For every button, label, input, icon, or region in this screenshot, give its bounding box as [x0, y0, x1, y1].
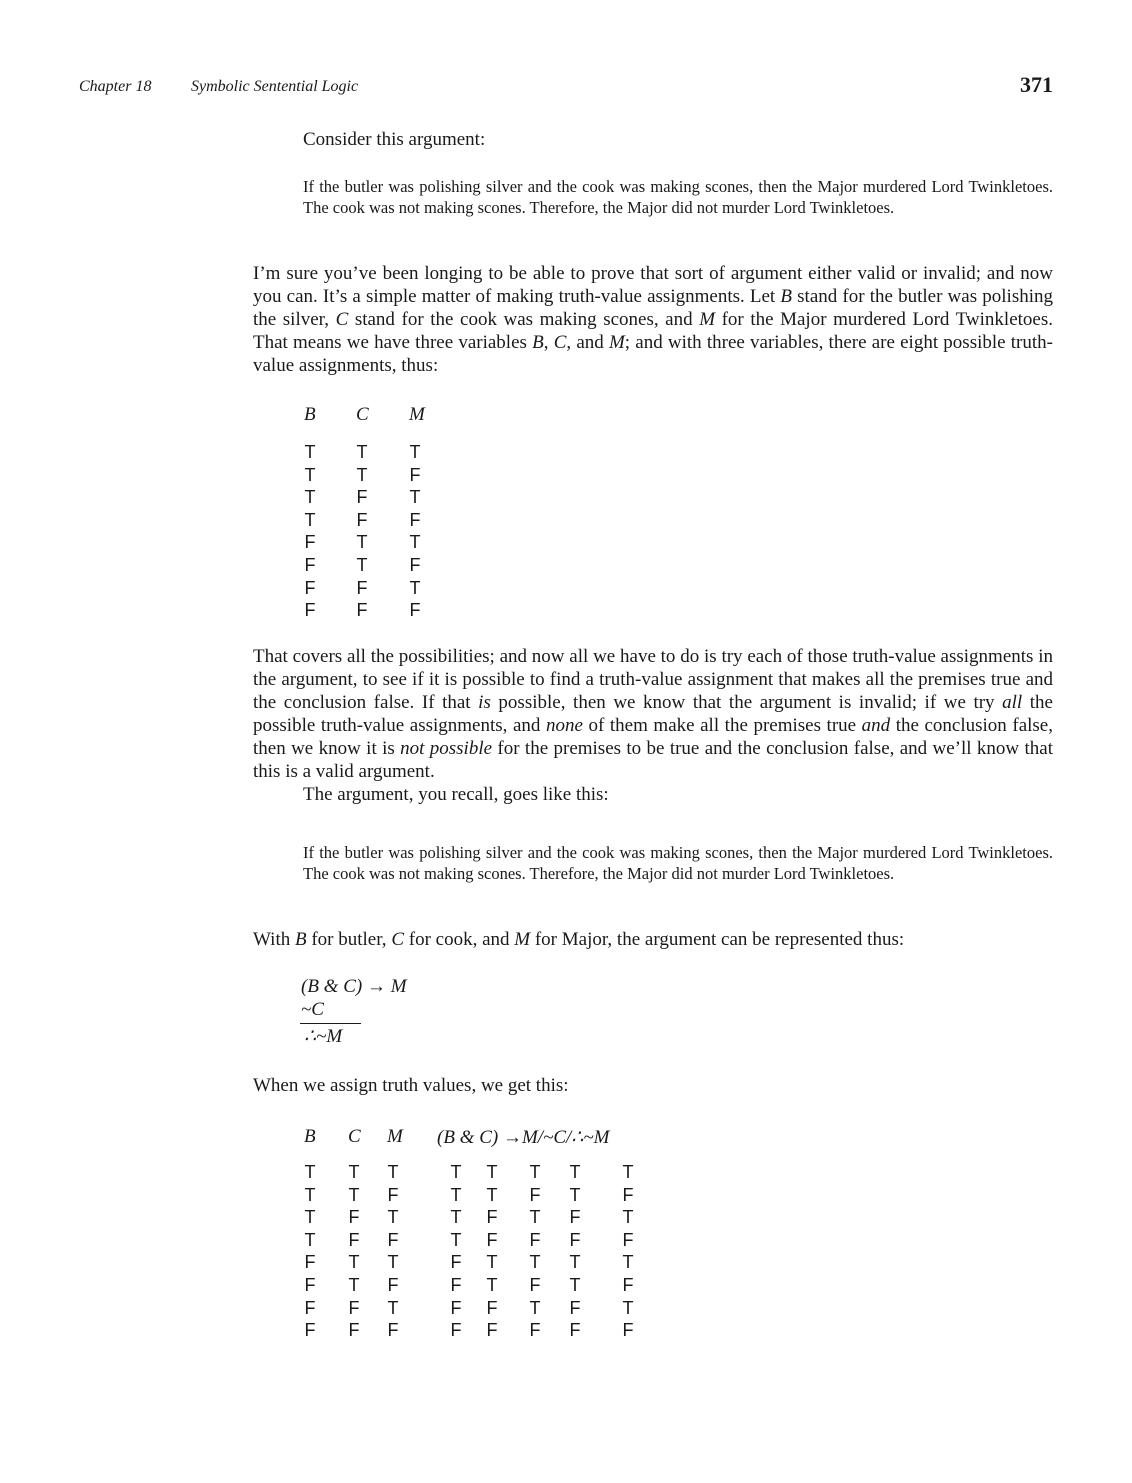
- paragraph-variables: [253, 262, 1053, 377]
- truth-value: F: [622, 1275, 634, 1295]
- truth-value: F: [529, 1320, 541, 1341]
- truth-value: T: [622, 1297, 634, 1318]
- truth-value: T: [409, 577, 421, 598]
- truth-value: F: [304, 1275, 316, 1295]
- text: for cook, and: [404, 929, 515, 950]
- variable: M: [699, 309, 716, 330]
- variable: B: [532, 332, 544, 353]
- truth-value: T: [387, 1207, 399, 1228]
- truth-value: T: [450, 1184, 462, 1205]
- truth-value: F: [387, 1184, 399, 1205]
- text: stand for the butler was polishing the silver,: [253, 286, 1053, 330]
- truth-value: T: [450, 1207, 462, 1228]
- truth-value: F: [450, 1297, 462, 1318]
- chapter-label: Chapter 18: [79, 78, 152, 95]
- truth-value: F: [622, 1320, 634, 1341]
- truth-value: F: [486, 1320, 498, 1341]
- table-header: C: [356, 404, 369, 425]
- truth-value: T: [409, 532, 421, 553]
- truth-value: F: [304, 1297, 316, 1318]
- table-header: B: [304, 404, 316, 425]
- truth-value: T: [486, 1275, 498, 1295]
- truth-value: F: [486, 1297, 498, 1318]
- truth-value: F: [529, 1275, 541, 1295]
- truth-value: T: [409, 487, 421, 508]
- truth-value: T: [486, 1184, 498, 1205]
- truth-value: T: [569, 1275, 581, 1295]
- variable: C: [553, 332, 567, 353]
- truth-value: T: [304, 1229, 316, 1250]
- paragraph-recall: The argument, you recall, goes like this:: [303, 784, 609, 805]
- truth-value: F: [450, 1275, 462, 1295]
- emphasis: none: [545, 715, 583, 736]
- text: , and: [566, 332, 609, 353]
- truth-table-argument: [300, 1126, 660, 1348]
- emphasis: not possible: [400, 738, 493, 759]
- text: the possible truth-value assignments, and: [253, 692, 1053, 736]
- truth-value: F: [529, 1229, 541, 1250]
- text: for the premises to be true and the conclusion false, and we’ll know that this is a valid argument.: [253, 738, 1053, 782]
- emphasis: all: [1002, 692, 1023, 713]
- truth-value: T: [569, 1162, 581, 1182]
- text: the conclusion false, then we know it is: [253, 715, 1053, 759]
- truth-value: T: [450, 1229, 462, 1250]
- truth-value: T: [486, 1252, 498, 1273]
- truth-value: T: [304, 1184, 316, 1205]
- text: With: [253, 929, 295, 950]
- truth-value: F: [409, 509, 421, 530]
- paragraph-method: [253, 645, 1053, 783]
- truth-value: F: [304, 1252, 316, 1273]
- truth-value: T: [529, 1162, 541, 1182]
- formula-conclusion: ∴~M: [304, 1026, 343, 1047]
- truth-value: T: [304, 442, 316, 462]
- paragraph-representation: [253, 928, 1053, 951]
- truth-value: F: [569, 1297, 581, 1318]
- section-title: Symbolic Sentential Logic: [191, 78, 359, 95]
- variable: M: [514, 929, 531, 950]
- truth-value: T: [348, 1162, 360, 1182]
- truth-value: T: [529, 1297, 541, 1318]
- truth-value: F: [387, 1275, 399, 1295]
- variable: C: [391, 929, 404, 950]
- truth-value: F: [486, 1207, 498, 1228]
- truth-value: T: [304, 1207, 316, 1228]
- table-header: M: [387, 1126, 403, 1147]
- truth-value: F: [569, 1320, 581, 1341]
- truth-value: T: [486, 1162, 498, 1182]
- truth-value: T: [304, 487, 316, 508]
- truth-value: F: [356, 600, 368, 621]
- truth-value: T: [409, 442, 421, 462]
- truth-value: F: [356, 577, 368, 598]
- formula-header: (B & C) →M/~C/∴~M: [437, 1127, 610, 1148]
- text: That covers all the possibilities; and now all we have to do is try each of those truth-value assignments in the argument, to see if it is possible to find a truth-value assignment that makes all the premises true and the conclusion false. If that: [253, 646, 1053, 713]
- emphasis: and: [861, 715, 891, 736]
- formula-premise-1: (B & C) → M: [301, 976, 407, 997]
- text: for the Major murdered Lord Twinkletoes. That means we have three variables: [253, 309, 1053, 353]
- truth-value: T: [356, 464, 368, 485]
- text: I’m sure you’ve been longing to be able to prove that sort of argument either valid or invalid; and now you can. It’s a simple matter of making truth-value assignments. Let: [253, 263, 1053, 307]
- table-header: C: [348, 1126, 361, 1147]
- variable: B: [294, 929, 307, 950]
- text: ; and with three variables, there are eight possible truth-value assignments, thus:: [253, 332, 1053, 376]
- truth-value: T: [356, 532, 368, 553]
- truth-value: T: [348, 1275, 360, 1295]
- truth-value: F: [450, 1252, 462, 1273]
- truth-value: F: [356, 487, 368, 508]
- argument-quote-repeat: If the butler was polishing silver and the cook was making scones, then the Major murdered Lord Twinkletoes. The cook was not making scones. Therefore, the Major did not murder Lord Twinkletoes.: [303, 843, 1053, 883]
- truth-value: T: [387, 1297, 399, 1318]
- text: stand for the cook was making scones, and: [348, 309, 700, 330]
- text: of them make all the premises true: [582, 715, 862, 736]
- truth-value: F: [348, 1320, 360, 1341]
- truth-value: F: [622, 1184, 634, 1205]
- truth-value: F: [569, 1229, 581, 1250]
- truth-value: F: [304, 555, 316, 575]
- text: for Major, the argument can be represented thus:: [530, 929, 905, 950]
- running-header: [79, 72, 1053, 100]
- truth-value: F: [356, 509, 368, 530]
- text: possible, then we know that the argument is invalid; if we try: [490, 692, 1003, 713]
- intro-line: Consider this argument:: [303, 129, 486, 150]
- truth-value: T: [387, 1162, 399, 1182]
- truth-value: T: [304, 1162, 316, 1182]
- conclusion-rule: [300, 1023, 361, 1024]
- truth-value: F: [304, 1320, 316, 1341]
- truth-value: F: [409, 555, 421, 575]
- truth-value: T: [569, 1252, 581, 1273]
- truth-table-variables: [300, 404, 460, 626]
- truth-value: F: [486, 1229, 498, 1250]
- emphasis: is: [478, 692, 491, 713]
- truth-value: T: [304, 509, 316, 530]
- truth-value: F: [622, 1229, 634, 1250]
- truth-value: F: [387, 1320, 399, 1341]
- truth-value: F: [569, 1207, 581, 1228]
- formula-premise-2: ~C: [301, 999, 324, 1020]
- truth-value: T: [569, 1184, 581, 1205]
- truth-value: F: [409, 464, 421, 485]
- truth-value: T: [348, 1252, 360, 1273]
- truth-value: F: [304, 600, 316, 621]
- truth-value: T: [450, 1162, 462, 1182]
- variable: C: [335, 309, 349, 330]
- truth-value: F: [387, 1229, 399, 1250]
- truth-value: F: [304, 577, 316, 598]
- truth-value: F: [529, 1184, 541, 1205]
- truth-value: T: [304, 464, 316, 485]
- truth-value: F: [348, 1207, 360, 1228]
- text: ,: [543, 332, 554, 353]
- truth-value: F: [450, 1320, 462, 1341]
- truth-value: T: [387, 1252, 399, 1273]
- truth-value: F: [304, 532, 316, 553]
- variable: B: [780, 286, 792, 307]
- truth-value: F: [348, 1297, 360, 1318]
- truth-value: T: [622, 1252, 634, 1273]
- truth-value: T: [622, 1162, 634, 1182]
- truth-value: T: [622, 1207, 634, 1228]
- truth-value: T: [356, 442, 368, 462]
- truth-value: F: [348, 1229, 360, 1250]
- table-header: M: [409, 404, 425, 425]
- paragraph-assign: When we assign truth values, we get this:: [253, 1075, 569, 1096]
- truth-value: T: [356, 555, 368, 575]
- truth-value: T: [529, 1252, 541, 1273]
- truth-value: T: [348, 1184, 360, 1205]
- truth-value: F: [409, 600, 421, 621]
- table-header: B: [304, 1126, 316, 1147]
- text: for butler,: [306, 929, 392, 950]
- variable: M: [608, 332, 625, 353]
- page-number: 371: [1020, 72, 1053, 97]
- argument-quote: If the butler was polishing silver and the cook was making scones, then the Major murdered Lord Twinkletoes. The cook was not making scones. Therefore, the Major did not murder Lord Twinkletoes.: [303, 177, 1053, 217]
- truth-value: T: [529, 1207, 541, 1228]
